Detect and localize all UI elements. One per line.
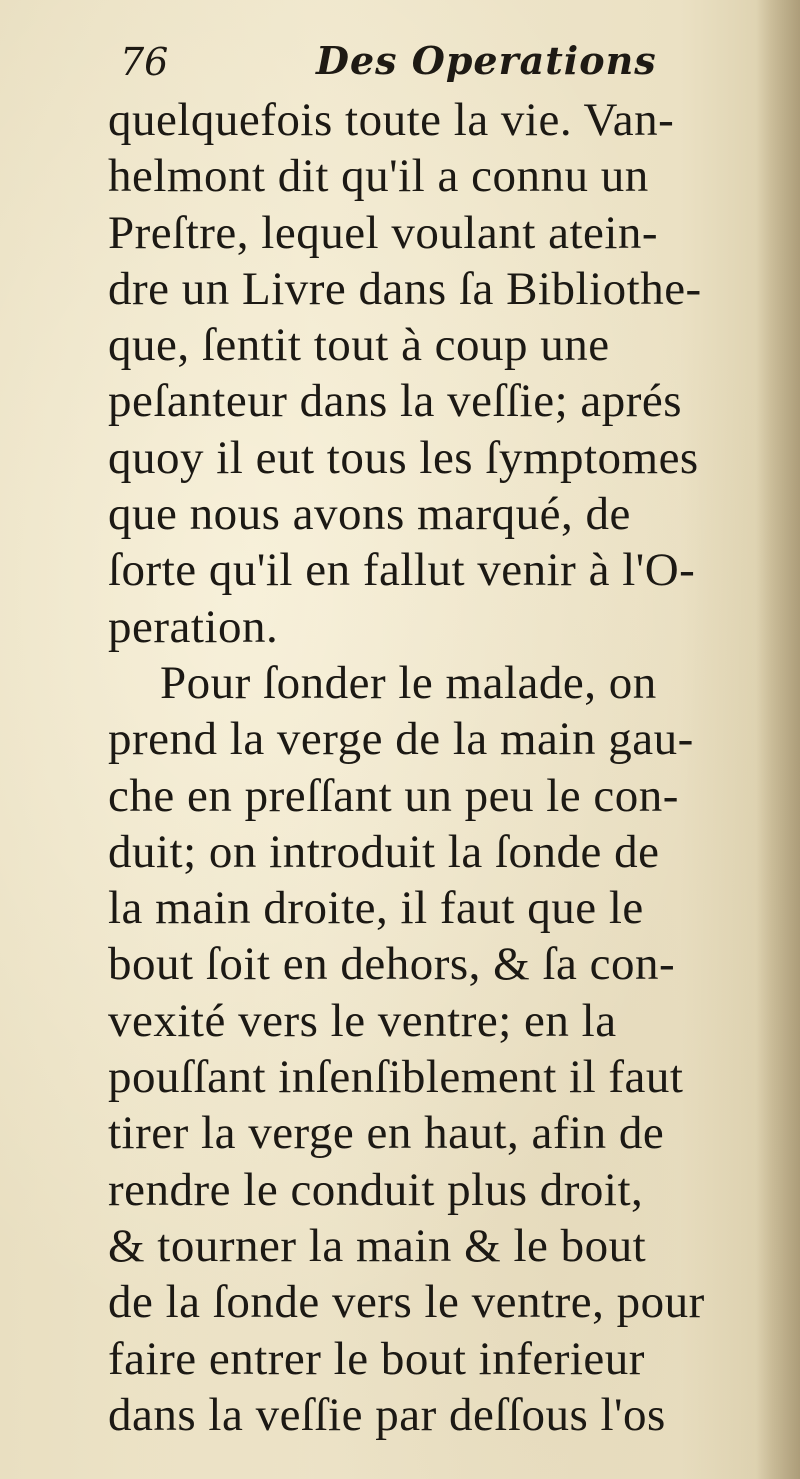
page-number: 76 [120, 40, 169, 84]
text-line: che en preſſant un peu le con- [108, 769, 679, 822]
text-line: helmont dit qu'il a connu un [108, 150, 649, 203]
text-line: duit; on introduit la ſonde de [108, 825, 660, 878]
text-line: tirer la verge en haut, afin de [108, 1107, 665, 1160]
text-line: & tourner la main & le bout [108, 1219, 647, 1272]
text-line: peration. [108, 600, 279, 653]
text-line: que, ſentit tout à coup une [108, 319, 610, 372]
text-line: que nous avons marqué, de [108, 488, 631, 541]
text-line: quoy il eut tous les ſymptomes [108, 431, 699, 484]
text-line: faire entrer le bout inferieur [108, 1332, 645, 1385]
text-line: la main droite, il faut que le [108, 882, 644, 935]
text-line: peſanteur dans la veſſie; aprés [108, 375, 683, 428]
paragraph-start-line: Pour ſonder le malade, on [160, 656, 657, 709]
running-title: Des Operations [316, 38, 657, 83]
page-gutter [756, 0, 800, 1479]
text-line: prend la verge de la main gau- [108, 713, 694, 766]
text-line: dre un Livre dans ſa Bibliothe- [108, 262, 702, 315]
text-line: de la ſonde vers le ventre, pour [108, 1276, 705, 1329]
text-line: dans la veſſie par deſſous l'os [108, 1388, 666, 1441]
text-line: vexité vers le ventre; en la [108, 994, 617, 1047]
running-head [120, 38, 740, 90]
text-line: rendre le conduit plus droit, [108, 1163, 644, 1216]
body-text [108, 92, 738, 1443]
text-line: quelquefois toute la vie. Van- [108, 94, 675, 146]
text-line: bout ſoit en dehors, & ſa con- [108, 938, 676, 991]
text-line: pouſſant inſenſiblement il faut [108, 1051, 684, 1104]
text-line: ſorte qu'il en fallut venir à l'O- [108, 544, 696, 597]
text-line: Preſtre, lequel voulant atein- [108, 206, 659, 259]
